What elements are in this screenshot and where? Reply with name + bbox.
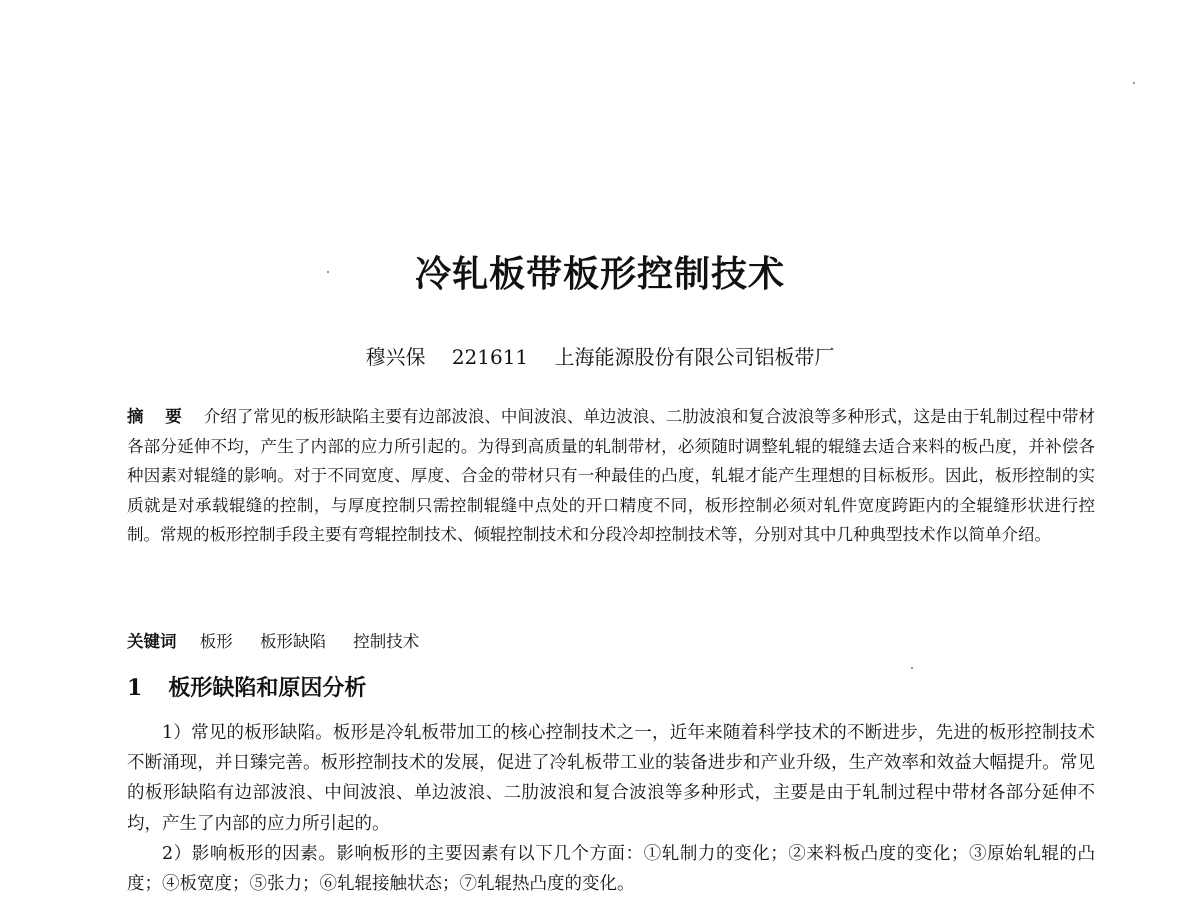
postal-code: 221611 bbox=[451, 345, 529, 369]
body-paragraph: 2）影响板形的因素。影响板形的主要因素有以下几个方面：①轧制力的变化；②来料板凸度的变化；③原始轧辊的凸度；④板宽度；⑤张力；⑥轧辊接触状态；⑦轧辊热凸度的变化。 bbox=[127, 843, 1095, 895]
abstract-text: 介绍了常见的板形缺陷主要有边部波浪、中间波浪、单边波浪、二肋波浪和复合波浪等多种形式，这是由于轧制过程中带材各部分延伸不均，产生了内部的应力所引起的。为得到高质量的轧制带材，必须随时调整轧辊的辊缝去适合来料的板凸度，并补偿各种因素对辊缝的影响。对于不同宽度、厚度、合金的带材只有一种最佳的凸度，轧辊才能产生理想的目标板形。因此，板形控制的实质就是对承载辊缝的控制，与厚度控制只需控制辊缝中点处的开口精度不同，板形控制必须对轧件宽度跨距内的全辊缝形状进行控制。常规的板形控制手段主要有弯辊控制技术、倾辊控制技术和分段冷却控制技术等，分别对其中几种典型技术作以简单介绍。 bbox=[127, 407, 1096, 544]
author-name: 穆兴保 bbox=[365, 345, 426, 369]
section-number: 1 bbox=[127, 675, 143, 701]
keyword: 板形 bbox=[199, 632, 233, 651]
abstract-label: 摘 要 bbox=[127, 407, 190, 426]
keyword: 控制技术 bbox=[353, 632, 420, 651]
scan-speck bbox=[1133, 82, 1135, 84]
body-paragraph: 1）常见的板形缺陷。板形是冷轧板带加工的核心控制技术之一，近年来随着科学技术的不断进步，先进的板形控制技术不断涌现，并日臻完善。板形控制技术的发展，促进了冷轧板带工业的装备进步和产业升级，生产效率和效益大幅提升。常见的板形缺陷有边部波浪、中间波浪、单边波浪、二肋波浪和复合波浪等多种形式，主要是由于轧制过程中带材各部分延伸不均，产生了内部的应力所引起的。 bbox=[127, 723, 1095, 834]
author-affiliation: 上海能源股份有限公司铝板带厂 bbox=[554, 345, 835, 369]
abstract bbox=[127, 402, 1095, 550]
section-title: 板形缺陷和原因分析 bbox=[168, 675, 367, 701]
section-body bbox=[127, 718, 1095, 899]
keywords-label: 关键词 bbox=[127, 632, 177, 651]
section-heading bbox=[127, 671, 1095, 702]
paper-title: 冷轧板带板形控制技术 bbox=[414, 253, 785, 295]
byline bbox=[0, 341, 1200, 370]
keywords bbox=[127, 627, 1095, 656]
scan-speck bbox=[911, 667, 913, 669]
keyword: 板形缺陷 bbox=[260, 632, 326, 651]
